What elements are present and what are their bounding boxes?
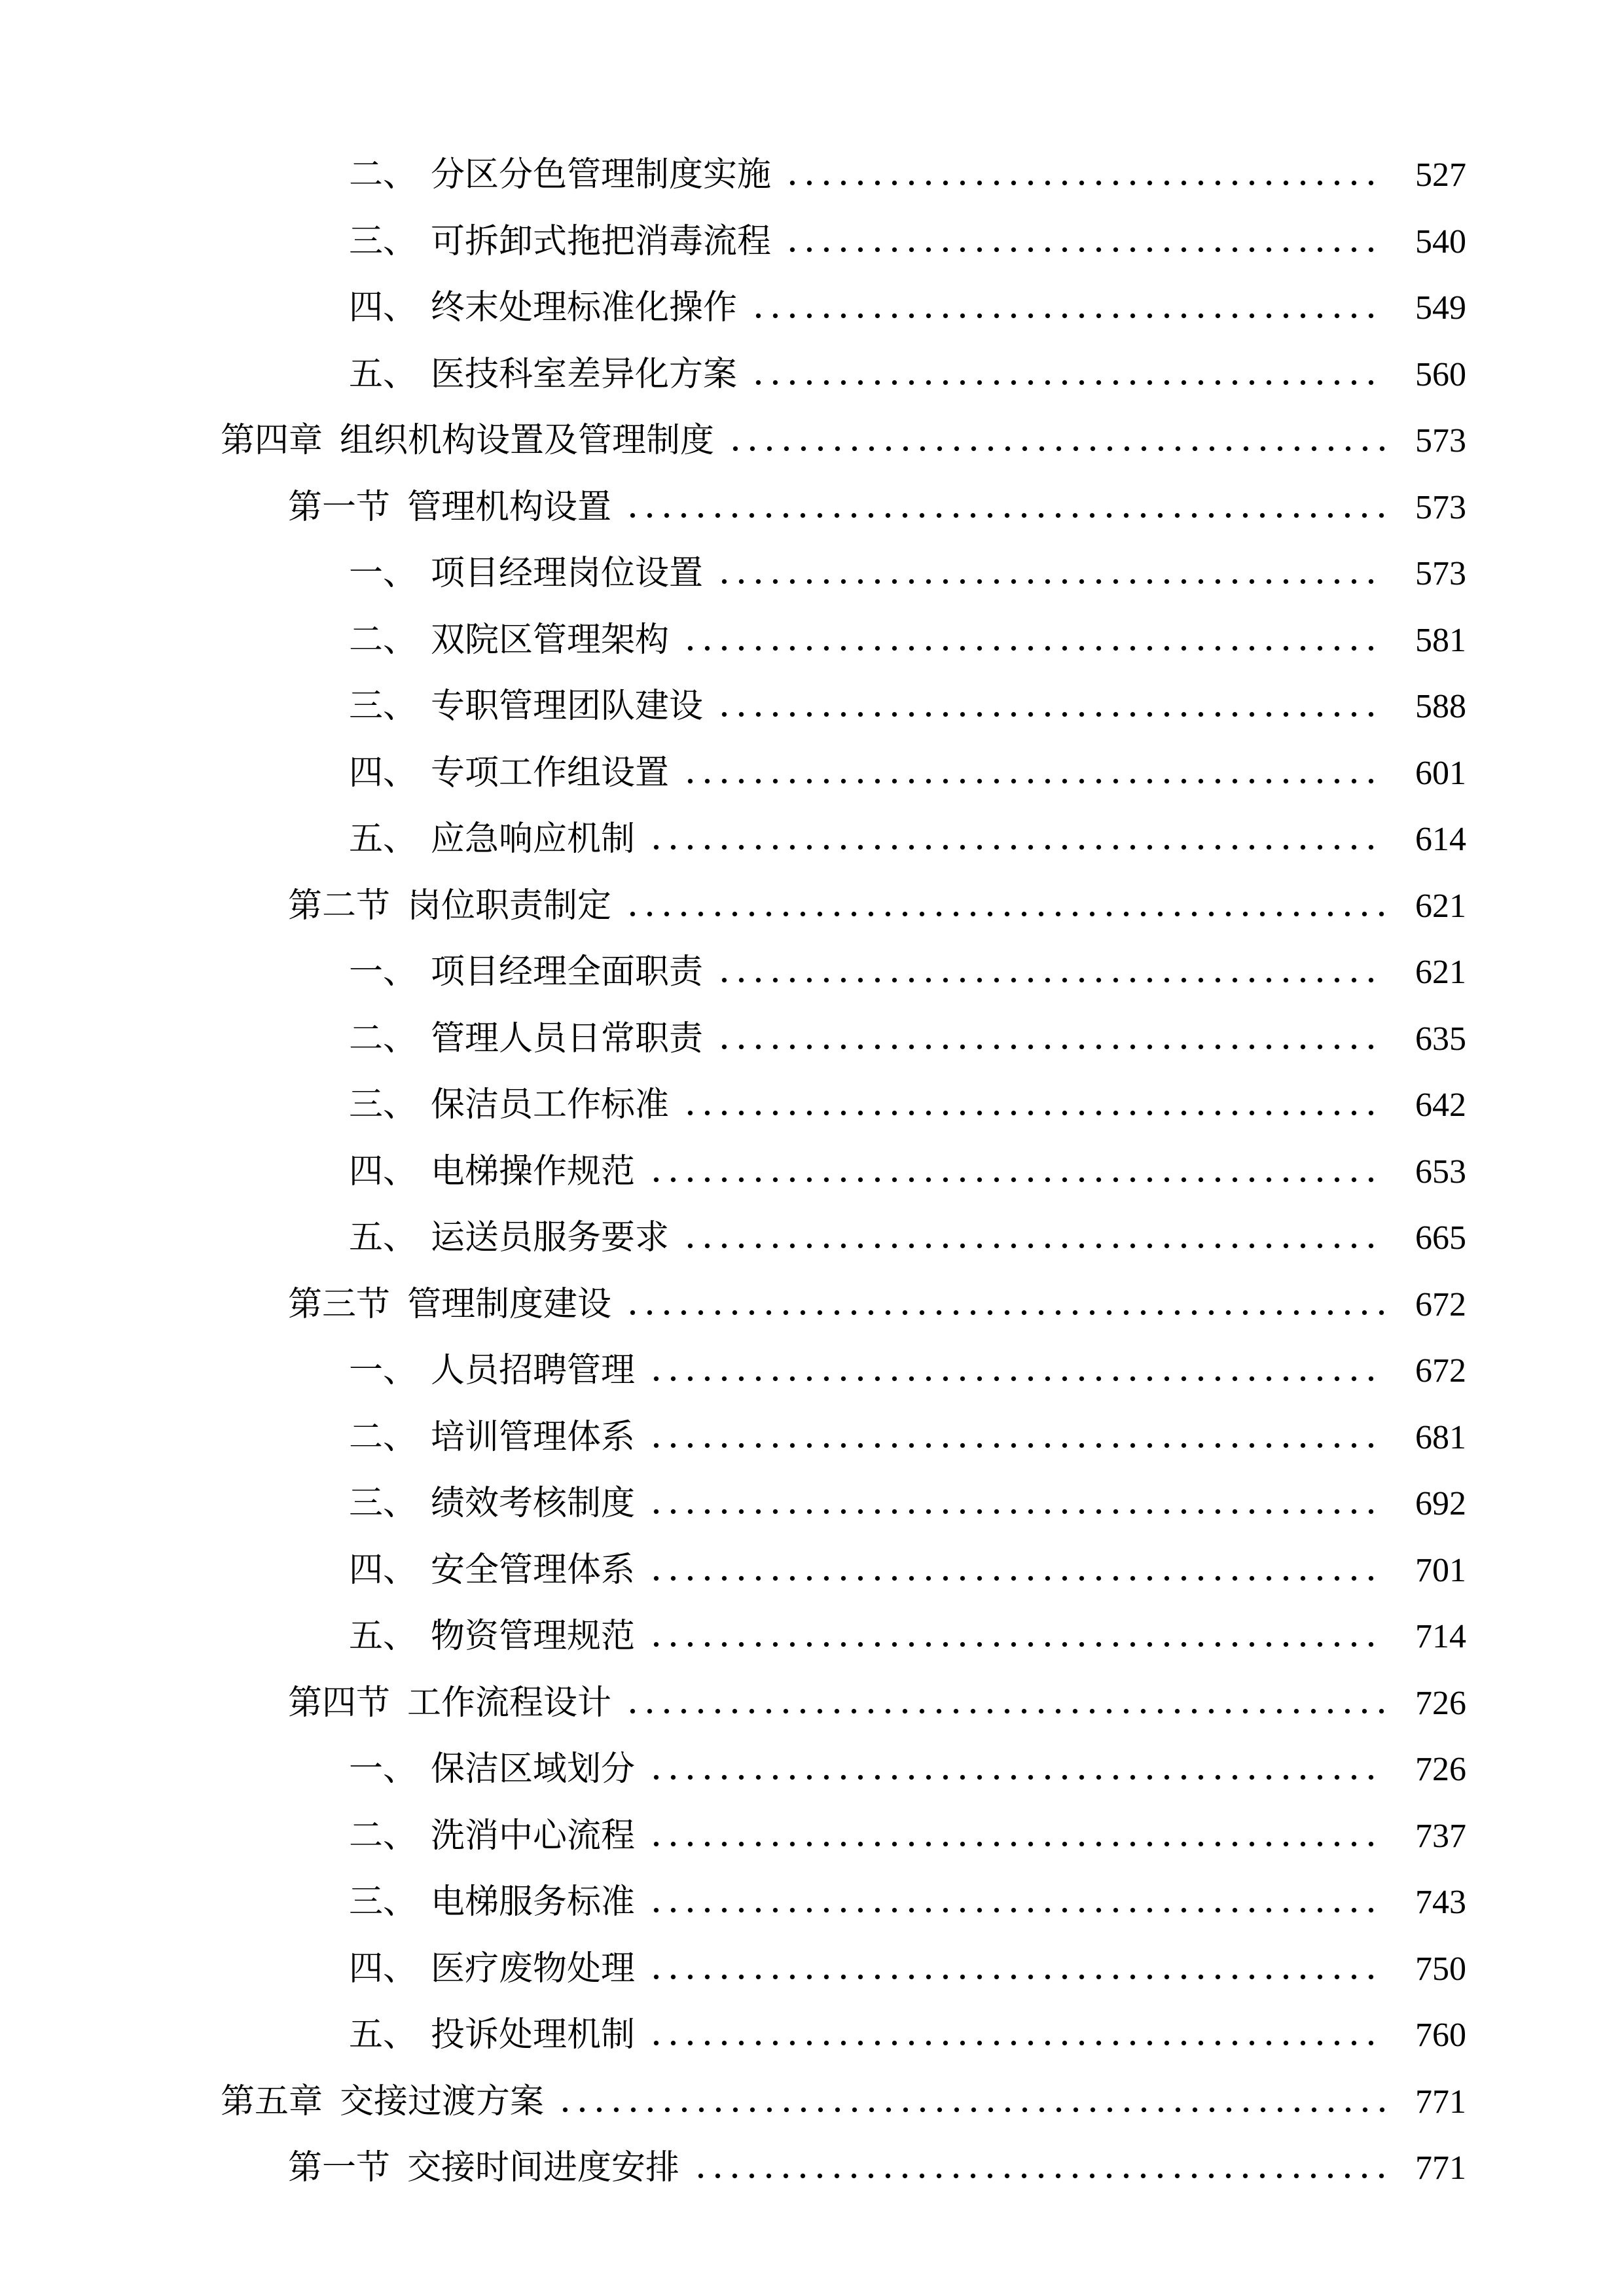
entry-title: 物资管理规范 <box>431 1618 636 1655</box>
toc-entry-chapter <box>0 2069 1624 2136</box>
entry-number: 五、 <box>349 1219 418 1257</box>
toc-entry-section <box>0 2135 1624 2202</box>
dot-leader <box>732 446 1385 452</box>
toc-entry-item <box>0 1604 1624 1670</box>
toc-entry-item <box>0 1072 1624 1139</box>
toc-entry-item <box>0 673 1624 740</box>
dot-leader <box>630 1310 1385 1316</box>
dot-leader <box>653 1841 1385 1847</box>
dot-leader <box>721 1044 1385 1050</box>
dot-leader <box>653 1974 1385 1980</box>
dot-leader <box>687 1243 1385 1249</box>
dot-leader <box>721 977 1385 983</box>
entry-number: 四、 <box>349 1153 418 1191</box>
entry-title: 专职管理团队建设 <box>431 688 704 725</box>
toc-entry-item <box>0 1205 1624 1272</box>
page-number: 573 <box>1415 555 1466 592</box>
page-number: 614 <box>1415 821 1466 858</box>
toc-entry-item <box>0 1139 1624 1206</box>
dot-leader <box>653 1177 1385 1183</box>
entry-number: 第一节 <box>288 2149 391 2187</box>
page-number: 672 <box>1415 1352 1466 1390</box>
entry-title: 洗消中心流程 <box>431 1817 636 1855</box>
entry-number: 三、 <box>349 223 418 260</box>
entry-title: 项目经理全面职责 <box>431 954 704 991</box>
dot-leader <box>755 313 1385 319</box>
entry-number: 二、 <box>349 1817 418 1855</box>
toc-entry-item <box>0 607 1624 674</box>
entry-title: 电梯操作规范 <box>431 1153 636 1191</box>
entry-title: 安全管理体系 <box>431 1551 636 1589</box>
dot-leader <box>755 380 1385 386</box>
toc-entry-section <box>0 475 1624 541</box>
entry-number: 二、 <box>349 156 418 194</box>
toc-entry-item <box>0 1936 1624 2003</box>
dot-leader <box>687 1110 1385 1116</box>
dot-leader <box>721 579 1385 584</box>
page-number: 714 <box>1415 1618 1466 1655</box>
page-number: 737 <box>1415 1817 1466 1855</box>
entry-number: 二、 <box>349 1020 418 1058</box>
toc-entry-item <box>0 209 1624 276</box>
entry-number: 一、 <box>349 1751 418 1788</box>
toc-entry-item <box>0 740 1624 807</box>
page-number: 653 <box>1415 1153 1466 1191</box>
entry-title: 培训管理体系 <box>431 1418 636 1456</box>
dot-leader <box>653 2040 1385 2046</box>
entry-title: 运送员服务要求 <box>431 1219 670 1257</box>
entry-number: 第三节 <box>288 1285 391 1323</box>
entry-number: 第二节 <box>288 887 391 925</box>
entry-title: 应急响应机制 <box>431 821 636 858</box>
entry-title: 电梯服务标准 <box>431 1884 636 1921</box>
dot-leader <box>630 911 1385 917</box>
entry-number: 四、 <box>349 1950 418 1988</box>
page-number: 681 <box>1415 1418 1466 1456</box>
entry-number: 五、 <box>349 2017 418 2054</box>
toc-entry-item <box>0 806 1624 873</box>
dot-leader <box>789 180 1385 186</box>
dot-leader <box>653 1376 1385 1382</box>
page-number: 560 <box>1415 355 1466 393</box>
entry-title: 管理制度建设 <box>407 1285 612 1323</box>
entry-number: 五、 <box>349 821 418 858</box>
dot-leader <box>653 1443 1385 1448</box>
dot-leader <box>630 512 1385 518</box>
entry-title: 管理人员日常职责 <box>431 1020 704 1058</box>
entry-title: 工作流程设计 <box>407 1684 612 1722</box>
entry-title: 组织机构设置及管理制度 <box>340 422 715 459</box>
dot-leader <box>698 2173 1385 2179</box>
entry-title: 交接时间进度安排 <box>407 2149 680 2187</box>
page-number: 540 <box>1415 223 1466 260</box>
entry-title: 人员招聘管理 <box>431 1352 636 1390</box>
page-number: 771 <box>1415 2083 1466 2121</box>
dot-leader <box>653 1774 1385 1780</box>
entry-title: 医疗废物处理 <box>431 1950 636 1988</box>
dot-leader <box>721 711 1385 717</box>
toc-entry-item <box>0 1803 1624 1870</box>
entry-title: 交接过渡方案 <box>340 2083 545 2121</box>
entry-title: 专项工作组设置 <box>431 754 670 792</box>
toc-entry-item <box>0 1869 1624 1936</box>
toc-entry-section <box>0 873 1624 940</box>
entry-number: 第四节 <box>288 1684 391 1722</box>
entry-number: 四、 <box>349 1551 418 1589</box>
toc-entry-item <box>0 1338 1624 1405</box>
entry-number: 五、 <box>349 355 418 393</box>
entry-title: 岗位职责制定 <box>407 887 612 925</box>
entry-title: 可拆卸式拖把消毒流程 <box>431 223 772 260</box>
entry-number: 第一节 <box>288 488 391 526</box>
entry-number: 二、 <box>349 621 418 659</box>
entry-number: 三、 <box>349 1485 418 1522</box>
dot-leader <box>630 1708 1385 1714</box>
entry-number: 三、 <box>349 1884 418 1921</box>
page-number: 692 <box>1415 1485 1466 1522</box>
entry-number: 第四章 <box>221 422 323 459</box>
entry-title: 投诉处理机制 <box>431 2017 636 2054</box>
page-number: 726 <box>1415 1684 1466 1722</box>
page-number: 581 <box>1415 621 1466 659</box>
entry-title: 绩效考核制度 <box>431 1485 636 1522</box>
entry-number: 一、 <box>349 1352 418 1390</box>
dot-leader <box>789 247 1385 253</box>
toc-entry-item <box>0 342 1624 408</box>
toc <box>0 142 1624 2202</box>
toc-entry-item <box>0 1006 1624 1073</box>
toc-entry-chapter <box>0 408 1624 475</box>
toc-entry-section <box>0 1272 1624 1338</box>
entry-number: 一、 <box>349 954 418 991</box>
toc-entry-item <box>0 1405 1624 1471</box>
entry-title: 保洁区域划分 <box>431 1751 636 1788</box>
page-number: 743 <box>1415 1884 1466 1921</box>
toc-entry-item <box>0 939 1624 1006</box>
entry-number: 四、 <box>349 289 418 327</box>
entry-title: 项目经理岗位设置 <box>431 555 704 592</box>
page-number: 527 <box>1415 156 1466 194</box>
page-number: 726 <box>1415 1751 1466 1788</box>
entry-number: 三、 <box>349 1086 418 1124</box>
dot-leader <box>653 1509 1385 1515</box>
toc-entry-item <box>0 541 1624 607</box>
entry-number: 第五章 <box>221 2083 323 2121</box>
page-number: 750 <box>1415 1950 1466 1988</box>
dot-leader <box>562 2107 1385 2113</box>
dot-leader <box>653 844 1385 850</box>
toc-entry-item <box>0 142 1624 209</box>
entry-number: 五、 <box>349 1618 418 1655</box>
entry-title: 双院区管理架构 <box>431 621 670 659</box>
page-number: 701 <box>1415 1551 1466 1589</box>
page-number: 642 <box>1415 1086 1466 1124</box>
toc-entry-section <box>0 1670 1624 1737</box>
page-number: 665 <box>1415 1219 1466 1257</box>
page-number: 588 <box>1415 688 1466 725</box>
toc-entry-item <box>0 2002 1624 2069</box>
page-number: 771 <box>1415 2149 1466 2187</box>
entry-number: 三、 <box>349 688 418 725</box>
entry-title: 管理机构设置 <box>407 488 612 526</box>
dot-leader <box>653 1641 1385 1647</box>
dot-leader <box>653 1907 1385 1913</box>
page-number: 635 <box>1415 1020 1466 1058</box>
page-number: 672 <box>1415 1285 1466 1323</box>
dot-leader <box>687 778 1385 784</box>
entry-title: 医技科室差异化方案 <box>431 355 738 393</box>
page-number: 573 <box>1415 422 1466 459</box>
entry-number: 四、 <box>349 754 418 792</box>
entry-number: 一、 <box>349 555 418 592</box>
entry-title: 终末处理标准化操作 <box>431 289 738 327</box>
page-number: 621 <box>1415 954 1466 991</box>
entry-title: 保洁员工作标准 <box>431 1086 670 1124</box>
toc-entry-item <box>0 275 1624 342</box>
dot-leader <box>687 645 1385 651</box>
entry-number: 二、 <box>349 1418 418 1456</box>
toc-entry-item <box>0 1471 1624 1537</box>
toc-entry-item <box>0 1537 1624 1604</box>
entry-title: 分区分色管理制度实施 <box>431 156 772 194</box>
dot-leader <box>653 1575 1385 1581</box>
page-number: 549 <box>1415 289 1466 327</box>
page-number: 760 <box>1415 2017 1466 2054</box>
page-number: 621 <box>1415 887 1466 925</box>
toc-entry-item <box>0 1736 1624 1803</box>
page-number: 601 <box>1415 754 1466 792</box>
page-number: 573 <box>1415 488 1466 526</box>
